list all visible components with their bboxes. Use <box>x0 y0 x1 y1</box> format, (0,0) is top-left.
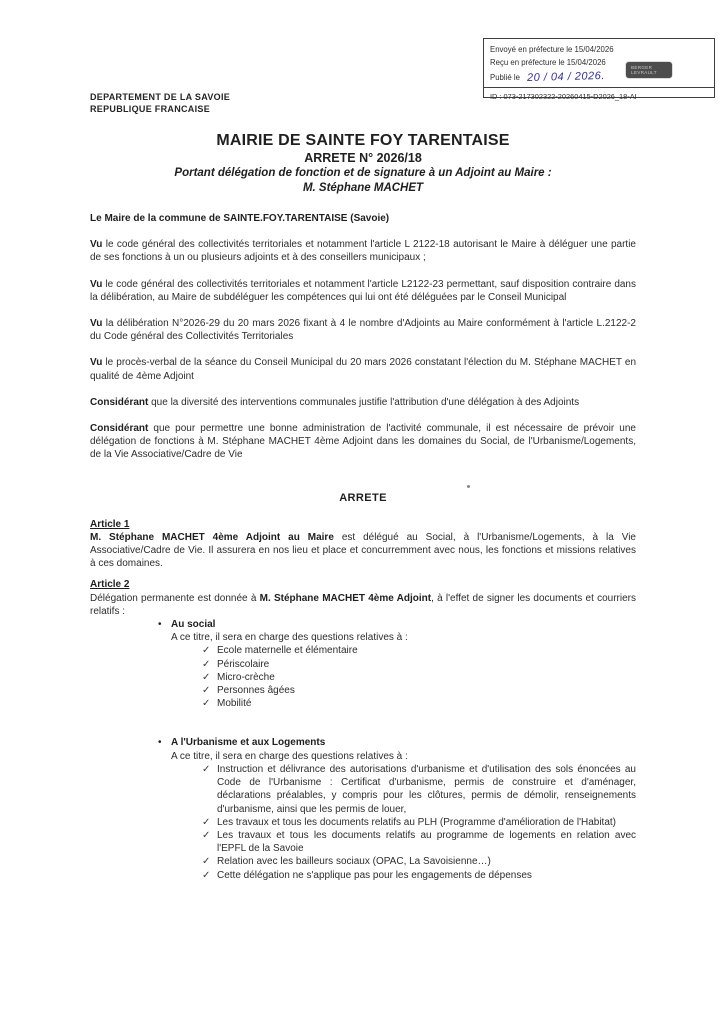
checklist-item-text: Relation avec les bailleurs sociaux (OPAC, La Savoisienne…) <box>217 856 491 868</box>
department-line: DEPARTEMENT DE LA SAVOIE <box>90 92 231 102</box>
document-page <box>90 0 636 882</box>
maire-intro-line: Le Maire de la commune de SAINTE.FOY.TARENTAISE (Savoie) <box>90 213 390 224</box>
checklist-item <box>202 763 636 816</box>
checklist-item-text: Les travaux et tous les documents relatifs au programme de logements en relation avec l'EPFL de la Savoie <box>217 829 636 855</box>
recital-vu-2 <box>90 278 636 304</box>
mairie-title: MAIRIE DE SAINTE FOY TARENTAISE <box>216 132 510 149</box>
checklist-item-text: Micro-crèche <box>217 671 275 683</box>
social-section-subtitle: A ce titre, il sera en charge des questions relatives à : <box>171 632 408 644</box>
stamp-publie-label: Publié le <box>490 72 520 82</box>
recital-lead: Vu <box>90 239 103 251</box>
article-2-delegate-name: M. Stéphane MACHET 4ème Adjoint <box>259 592 432 604</box>
arrete-number: ARRETE N° 2026/18 <box>304 151 422 165</box>
recital-considerant-2 <box>90 422 636 462</box>
check-icon: ✓ <box>202 671 211 683</box>
checklist-item-text: Périscolaire <box>217 658 270 670</box>
document-title-block <box>90 131 636 196</box>
recital-text: que la diversité des interventions communales justifie l'attribution d'une délégation à des Adjoints <box>148 396 580 408</box>
urbanisme-section-title: A l'Urbanisme et aux Logements <box>171 737 326 749</box>
recital-vu-3 <box>90 317 636 343</box>
stamp-handwritten-date: 20 / 04 / 2026. <box>526 69 605 84</box>
checklist-item <box>202 644 636 657</box>
checklist-item <box>202 684 636 697</box>
bullet-icon: • <box>158 619 162 631</box>
recital-text: le code général des collectivités territoriales et notamment l'article L 2122-18 autorisant le Maire à déléguer une partie de ses fonctions à un ou plusieurs adjoints et à des conseillers municipaux ; <box>90 239 636 264</box>
department-header <box>90 0 636 115</box>
arrete-subject: Portant délégation de fonction et de signature à un Adjoint au Maire : <box>174 167 552 179</box>
badge-text-line2: LEVRAULT <box>631 70 657 75</box>
checklist-item <box>202 855 636 868</box>
stamp-envoye-line: Envoyé en préfecture le 15/04/2026 <box>490 45 614 54</box>
checklist-item <box>202 697 636 710</box>
article-1-delegate-name: M. Stéphane MACHET 4ème Adjoint au Maire <box>90 531 334 543</box>
checklist-item <box>202 869 636 882</box>
urbanisme-section-subtitle: A ce titre, il sera en charge des questions relatives à : <box>171 750 408 762</box>
recital-text: la délibération N°2026-29 du 20 mars 2026 fixant à 4 le nombre d'Adjoints au Maire conformément à l'article L.2122-2 du Code général des Collectivités Territoriales <box>90 318 636 343</box>
recital-considerant-1 <box>90 396 636 409</box>
check-icon: ✓ <box>202 856 211 868</box>
recital-lead: Vu <box>90 318 103 330</box>
check-icon: ✓ <box>202 645 211 657</box>
checklist-item-text: Personnes âgées <box>217 685 295 697</box>
recital-vu-1 <box>90 238 636 264</box>
check-icon: ✓ <box>202 658 211 670</box>
article-2-intro-post: , à l'effet de signer les documents et courriers relatifs : <box>90 592 636 617</box>
checklist-item <box>202 816 636 829</box>
article-2-intro <box>90 592 636 618</box>
checklist-item-text: Ecole maternelle et élémentaire <box>217 645 358 657</box>
article-1-text <box>90 531 636 571</box>
recital-text: le code général des collectivités territoriales et notamment l'article L2122-23 permettant, sauf disposition contraire dans la délibération, au Maire de subdéléguer les compétences qui lui ont été déléguées par le Conseil Municipal <box>90 278 636 303</box>
recital-lead: Vu <box>90 278 103 290</box>
arrete-heading: ARRETE <box>339 491 387 504</box>
badge-text-line1: BERGER <box>631 64 653 70</box>
check-icon: ✓ <box>202 698 211 710</box>
checklist-item <box>202 671 636 684</box>
check-icon: ✓ <box>202 685 211 697</box>
checklist-item-text: Les travaux et tous les documents relatifs au PLH (Programme d'amélioration de l'Habitat) <box>217 816 617 828</box>
checklist-item <box>202 829 636 855</box>
recital-lead: Considérant <box>90 423 149 435</box>
article-1-heading: Article 1 <box>90 518 130 530</box>
recital-text: que pour permettre une bonne administration de l'activité communale, il est nécessaire de prévoir une délégation de fonctions à M. Stéphane MACHET 4ème Adjoint dans les domaines du Social, de l'Urbanisme/Logements, de la Vie Associative/Cadre de Vie <box>90 423 636 461</box>
checklist-item-text: Cette délégation ne s'applique pas pour les engagements de dépenses <box>217 869 532 881</box>
recital-lead: Vu <box>90 357 103 369</box>
checklist-item-text: Instruction et délivrance des autorisations d'urbanisme et d'utilisation des sols énoncées au Code de l'Urbanisme : Certificat d'urbanisme, permis de construire et d'aménager, déclarations préalables, y compris pour les clôtures, permis de démolir, renseignements d'urbanisme, ainsi que les permis de louer, <box>217 763 636 815</box>
check-icon: ✓ <box>202 763 211 775</box>
social-section-title-row <box>158 618 636 631</box>
recital-vu-4 <box>90 356 636 382</box>
check-icon: ✓ <box>202 816 211 828</box>
stamp-id-line: ID : 073-217302322-20260415-D2026_18-AI <box>484 87 714 103</box>
check-icon: ✓ <box>202 829 211 841</box>
checklist-item <box>202 658 636 671</box>
arrete-subject-name: M. Stéphane MACHET <box>302 182 424 194</box>
checklist-item-text: Mobilité <box>217 698 252 710</box>
recital-text: le procès-verbal de la séance du Conseil Municipal du 20 mars 2026 constatant l'élection du M. Stéphane MACHET en qualité de 4ème Adjoint <box>90 357 636 382</box>
social-section-title: Au social <box>171 619 216 631</box>
stamp-recu-line: Reçu en préfecture le 15/04/2026 <box>490 58 606 67</box>
urbanisme-section-title-row <box>158 736 636 749</box>
bullet-icon: • <box>158 737 162 749</box>
recital-lead: Considérant <box>90 396 149 408</box>
article-2-heading: Article 2 <box>90 579 130 591</box>
article-2-intro-pre: Délégation permanente est donnée à <box>90 592 260 604</box>
article-1-body: est délégué au Social, à l'Urbanisme/Logements, à la Vie Associative/Cadre de Vie. Il assurera en nos lieu et place et concurremment avec nous, les fonctions et missions relatives à ces domaines. <box>90 531 636 570</box>
republique-line: REPUBLIQUE FRANCAISE <box>90 103 211 114</box>
check-icon: ✓ <box>202 869 211 881</box>
